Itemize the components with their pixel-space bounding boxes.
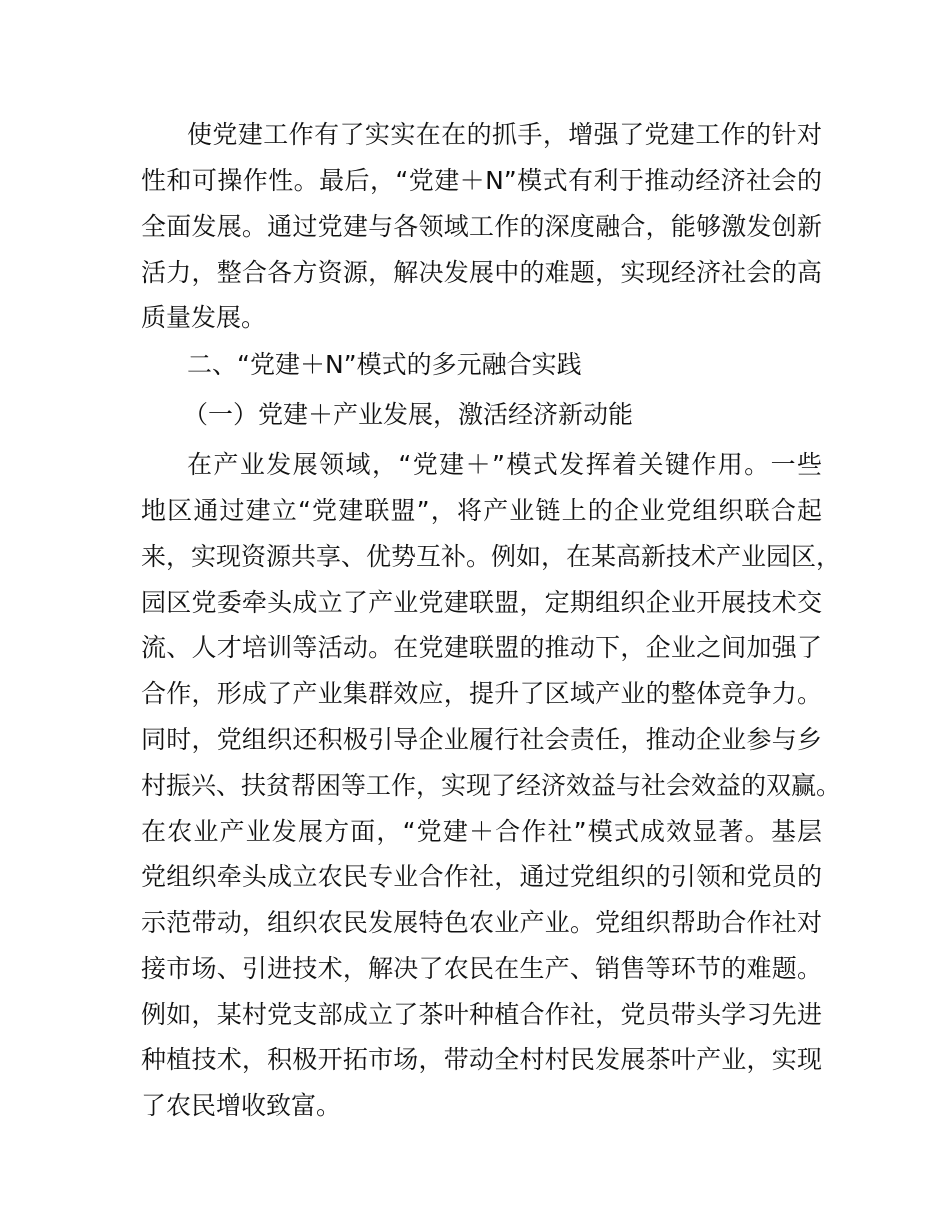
section-heading: 二、“党建＋N”模式的多元融合实践 <box>187 350 582 379</box>
text-line: 合作，形成了产业集群效应，提升了区域产业的整体竞争力。 <box>141 679 822 708</box>
text-line: 全面发展。通过党建与各领域工作的深度融合，能够激发创新 <box>141 212 822 241</box>
text-line: 种植技术，积极开拓市场，带动全村村民发展茶叶产业，实现 <box>141 1045 822 1074</box>
text-line: 地区通过建立“党建联盟”，将产业链上的企业党组织联合起 <box>141 496 822 525</box>
text-line: 在产业发展领域，“党建＋”模式发挥着关键作用。一些 <box>187 450 822 479</box>
text-line: 村振兴、扶贫帮困等工作，实现了经济效益与社会效益的双赢。 <box>141 771 842 800</box>
text-line: 园区党委牵头成立了产业党建联盟，定期组织企业开展技术交 <box>141 588 822 617</box>
text-line: 例如，某村党支部成立了茶叶种植合作社，党员带头学习先进 <box>141 1000 822 1029</box>
text-line: 活力，整合各方资源，解决发展中的难题，实现经济社会的高 <box>141 258 822 287</box>
text-line: 同时，党组织还积极引导企业履行社会责任，推动企业参与乡 <box>141 725 822 754</box>
text-line: 性和可操作性。最后，“党建＋N”模式有利于推动经济社会的 <box>141 166 822 195</box>
text-line: 示范带动，组织农民发展特色农业产业。党组织帮助合作社对 <box>141 908 822 937</box>
text-line: 了农民增收致富。 <box>141 1091 342 1120</box>
text-line: 流、人才培训等活动。在党建联盟的推动下，企业之间加强了 <box>141 633 822 662</box>
text-line: 质量发展。 <box>141 303 267 332</box>
text-line: 党组织牵头成立农民专业合作社，通过党组织的引领和党员的 <box>141 862 822 891</box>
text-line: 接市场、引进技术，解决了农民在生产、销售等环节的难题。 <box>141 954 822 983</box>
text-line: 在农业产业发展方面，“党建＋合作社”模式成效显著。基层 <box>141 817 822 846</box>
text-line: 来，实现资源共享、优势互补。例如，在某高新技术产业园区， <box>141 542 842 571</box>
text-line: 使党建工作有了实实在在的抓手，增强了党建工作的针对 <box>187 120 822 149</box>
subsection-heading: （一）党建＋产业发展，激活经济新动能 <box>183 400 634 429</box>
